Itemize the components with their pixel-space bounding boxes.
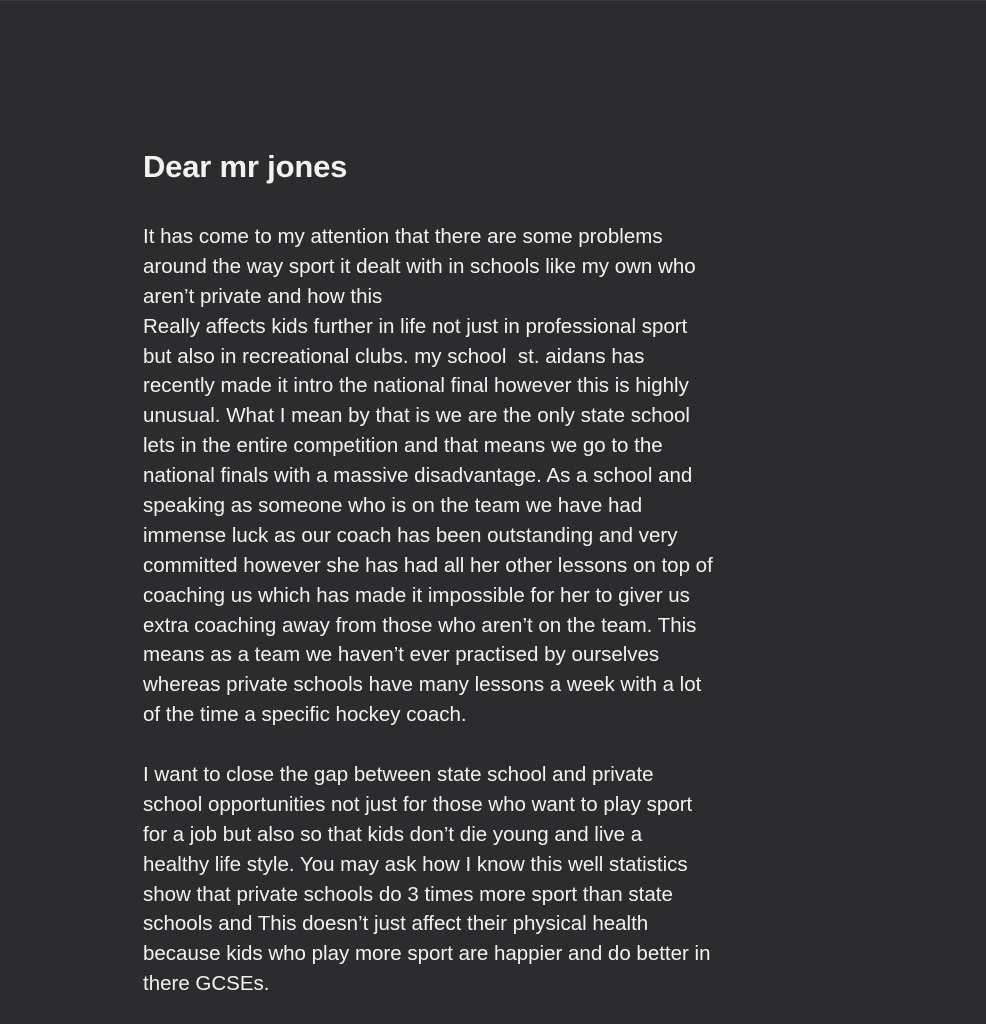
text-line[interactable]: whereas private schools have many lessons a week with a lot: [143, 673, 702, 697]
note-body[interactable]: [143, 222, 823, 999]
text-line[interactable]: for a job but also so that kids don’t die young and live a: [143, 822, 643, 846]
note-content[interactable]: [143, 146, 823, 999]
text-line[interactable]: aren’t private and how this: [143, 284, 383, 308]
text-line[interactable]: committed however she has had all her other lessons on top of: [143, 553, 713, 577]
text-line[interactable]: there GCSEs.: [143, 972, 270, 996]
text-line[interactable]: schools and This doesn’t just affect their physical health: [143, 912, 649, 936]
text-line[interactable]: Really affects kids further in life not just in professional sport: [143, 314, 688, 338]
text-line[interactable]: lets in the entire competition and that means we go to the: [143, 434, 663, 458]
paragraph-spacer: [143, 730, 823, 760]
text-line[interactable]: because kids who play more sport are happier and do better in: [143, 942, 711, 966]
text-line[interactable]: healthy life style. You may ask how I know this well statistics: [143, 852, 688, 876]
text-line[interactable]: show that private schools do 3 times more sport than state: [143, 882, 673, 906]
text-line[interactable]: It has come to my attention that there are some problems: [143, 225, 663, 248]
text-line[interactable]: recently made it intro the national final however this is highly: [143, 374, 689, 398]
text-line[interactable]: immense luck as our coach has been outstanding and very: [143, 523, 678, 547]
text-line[interactable]: national finals with a massive disadvantage. As a school and: [143, 464, 693, 488]
text-line[interactable]: extra coaching away from those who aren’t on the team. This: [143, 613, 697, 637]
text-line[interactable]: but also in recreational clubs. my school st. aidans has: [143, 344, 645, 368]
text-line[interactable]: school opportunities not just for those who want to play sport: [143, 792, 693, 816]
window-top-edge: [0, 0, 986, 1]
paragraph-2[interactable]: [143, 760, 823, 999]
text-line[interactable]: means as a team we haven’t ever practised by ourselves: [143, 643, 660, 667]
text-line[interactable]: I want to close the gap between state school and private: [143, 763, 654, 787]
paragraph-1[interactable]: [143, 222, 823, 730]
note-title[interactable]: Dear mr jones: [143, 149, 348, 184]
text-line[interactable]: coaching us which has made it impossible for her to giver us: [143, 583, 690, 607]
text-line[interactable]: of the time a specific hockey coach.: [143, 703, 467, 727]
text-line[interactable]: unusual. What I mean by that is we are the only state school: [143, 404, 690, 428]
text-line[interactable]: speaking as someone who is on the team we have had: [143, 494, 643, 518]
text-line[interactable]: around the way sport it dealt with in schools like my own who: [143, 254, 696, 278]
